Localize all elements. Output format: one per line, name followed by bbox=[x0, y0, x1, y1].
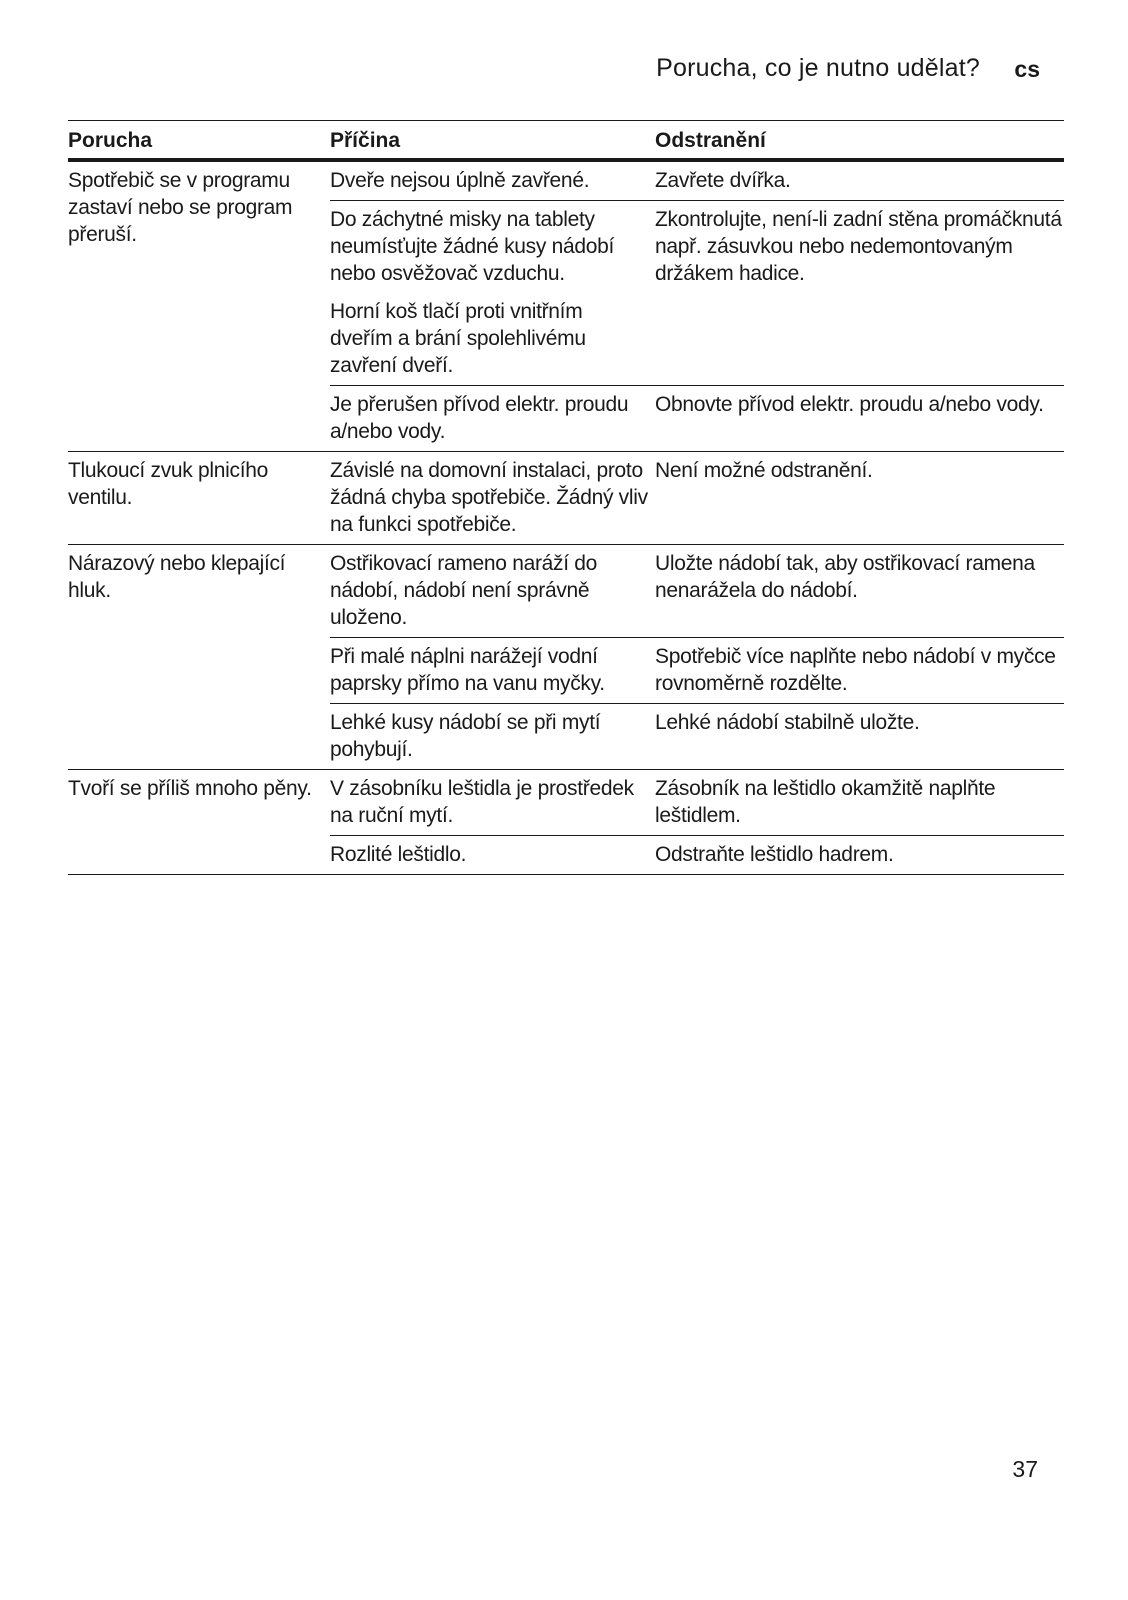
table-row bbox=[330, 200, 1064, 293]
table-row bbox=[330, 452, 1064, 544]
table-row bbox=[330, 162, 1064, 200]
remedy-cell: Obnovte přívod elektr. proudu a/nebo vody. bbox=[655, 393, 1044, 416]
remedy-cell: Lehké nádobí stabilně uložte. bbox=[655, 711, 920, 734]
remedy-cell: Spotřebič více naplňte nebo nádobí v myčce rovnoměrně rozdělte. bbox=[655, 645, 1056, 695]
cause-cell: Do záchytné misky na tablety neumísťujte žádné kusy nádobí nebo osvěžovač vzduchu. bbox=[330, 208, 615, 285]
table-row-group bbox=[68, 544, 1064, 769]
cause-remedy-list bbox=[330, 545, 1064, 769]
table-row bbox=[330, 703, 1064, 769]
page-title: Porucha, co je nutno udělat? bbox=[656, 54, 980, 82]
fault-cell: Tlukoucí zvuk plnicího ventilu. bbox=[68, 459, 268, 509]
troubleshooting-table bbox=[68, 120, 1064, 875]
remedy-cell bbox=[655, 293, 1064, 385]
cause-cell: Je přerušen přívod elektr. proudu a/nebo vody. bbox=[330, 393, 629, 443]
fault-cell: Spotřebič se v programu zastaví nebo se program přeruší. bbox=[68, 169, 293, 246]
cause-cell: Lehké kusy nádobí se při mytí pohybují. bbox=[330, 711, 601, 761]
remedy-cell: Zavřete dvířka. bbox=[655, 169, 791, 192]
column-header-fault: Porucha bbox=[68, 129, 153, 152]
remedy-cell: Není možné odstranění. bbox=[655, 459, 873, 482]
table-row bbox=[330, 637, 1064, 703]
cause-cell: Ostřikovací rameno naráží do nádobí, nádobí není správně uloženo. bbox=[330, 552, 598, 629]
cause-cell: Horní koš tlačí proti vnitřním dveřím a brání spolehlivému zavření dveří. bbox=[330, 300, 586, 377]
remedy-cell: Zkontrolujte, není-li zadní stěna promáčknutá např. zásuvkou nebo nedemontovaným držákem hadice. bbox=[655, 208, 1062, 285]
fault-cell: Tvoří se příliš mnoho pěny. bbox=[68, 777, 312, 800]
remedy-cell: Zásobník na leštidlo okamžitě naplňte leštidlem. bbox=[655, 777, 996, 827]
page-number: 37 bbox=[1012, 1456, 1038, 1482]
column-header-remedy: Odstranění bbox=[655, 129, 766, 152]
cause-cell: Závislé na domovní instalaci, proto žádná chyba spotřebiče. Žádný vliv na funkci spotřebiče. bbox=[330, 459, 648, 536]
table-row bbox=[330, 835, 1064, 874]
table-row-group bbox=[68, 162, 1064, 451]
table-row bbox=[330, 770, 1064, 835]
column-header-cause: Příčina bbox=[330, 129, 401, 152]
cause-cell: Dveře nejsou úplně zavřené. bbox=[330, 169, 590, 192]
fault-cell: Nárazový nebo klepající hluk. bbox=[68, 552, 286, 602]
table-row-group bbox=[68, 769, 1064, 874]
cause-cell: Rozlité leštidlo. bbox=[330, 843, 467, 866]
remedy-cell: Uložte nádobí tak, aby ostřikovací ramena nenarážela do nádobí. bbox=[655, 552, 1035, 602]
language-code: cs bbox=[1014, 56, 1040, 82]
cause-remedy-list bbox=[330, 452, 1064, 544]
table-row-group bbox=[68, 451, 1064, 544]
cause-cell: V zásobníku leštidla je prostředek na ruční mytí. bbox=[330, 777, 634, 827]
table-row bbox=[330, 545, 1064, 637]
table-row bbox=[330, 385, 1064, 451]
table-header bbox=[68, 121, 1064, 162]
cause-remedy-list bbox=[330, 770, 1064, 874]
cause-remedy-list bbox=[330, 162, 1064, 451]
table-row bbox=[330, 293, 1064, 385]
cause-cell: Při malé náplni narážejí vodní paprsky přímo na vanu myčky. bbox=[330, 645, 605, 695]
remedy-cell: Odstraňte leštidlo hadrem. bbox=[655, 843, 894, 866]
